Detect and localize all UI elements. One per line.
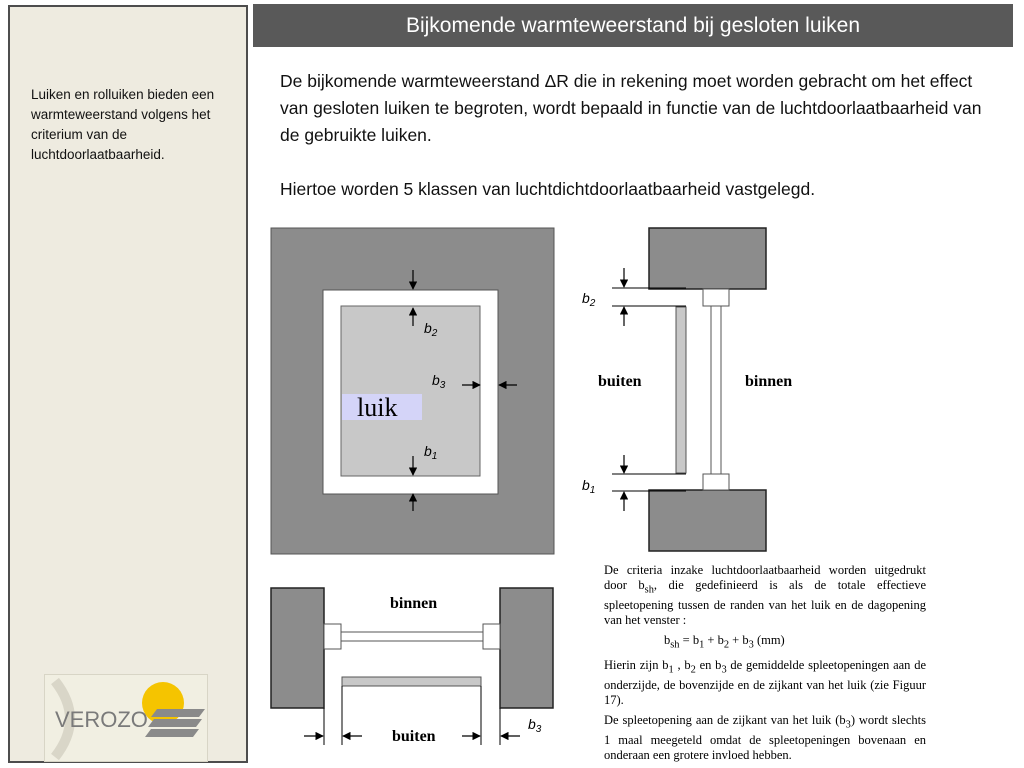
section-b1-label: $b_1$	[582, 477, 596, 496]
shutter-panel	[341, 306, 480, 476]
criteria-note	[604, 563, 926, 768]
sidebar-text: Luiken en rolluiken bieden een warmteweerstand volgens het criterium van de luchtdoorlaatbaarheid.	[31, 87, 215, 162]
section-inside-label: binnen	[745, 373, 793, 390]
plan-inside-label: binnen	[390, 595, 438, 612]
wall-left-plan	[271, 588, 324, 708]
plan-shutter	[342, 677, 481, 686]
section-b2-label: $b_2$	[582, 290, 596, 309]
note-paragraph-3: De spleetopening aan de zijkant van het luik $(b_3)$ wordt slechts 1 maal meegeteld omdat de spleetopeningen bovenaan en onderaan een grotere invloed hebben.	[604, 713, 926, 763]
b2-label: $b_2$	[424, 320, 438, 339]
shutter-section	[676, 307, 686, 473]
plan-frame-right	[483, 624, 500, 649]
plan-outside-label: buiten	[392, 728, 436, 745]
plan-b3-label: $b_3$	[528, 716, 542, 735]
note-paragraph-1: De criteria inzake luchtdoorlaatbaarheid worden uitgedrukt door $b_{sh}$, die gedefinieerd is als de totale effectieve spleetopening tussen de randen van het luik en de dagopening van het venster :	[604, 563, 926, 628]
bsh-formula: $b_{sh} = b_1 + b_2 + b_3$ (mm)	[664, 633, 785, 651]
wall-top-section	[649, 228, 766, 289]
b3-label: $b_3$	[432, 372, 446, 391]
note-paragraph-2: Hierin zijn $b_1$ , $b_2$ en $b_3$ de gemiddelde spleetopeningen aan de onderzijde, de bovenzijde en de zijkant van het luik (zie Figuur 17).	[604, 658, 926, 707]
page-title: Bijkomende warmteweerstand bij gesloten luiken	[253, 4, 1013, 47]
b1-label: $b_1$	[424, 443, 438, 462]
logo-text: VEROZO	[55, 707, 148, 732]
classes-paragraph: Hiertoe worden 5 klassen van luchtdichtdoorlaatbaarheid vastgelegd.	[280, 179, 816, 199]
wall-bottom-section	[649, 490, 766, 551]
plan-frame-left	[324, 624, 341, 649]
front-view	[271, 228, 554, 554]
intro-paragraph: De bijkomende warmteweerstand ΔR die in rekening moet worden gebracht om het effect van gesloten luiken te begroten, wordt bepaald in functie van de luchtdoorlaatbaarheid van de gebruikte luiken.	[280, 71, 982, 145]
wall-right-plan	[500, 588, 553, 708]
frame-bottom	[703, 474, 729, 490]
section-view	[582, 228, 792, 551]
section-outside-label: buiten	[598, 373, 642, 390]
luik-label: luik	[357, 393, 398, 422]
frame-top	[703, 289, 729, 306]
plan-view	[271, 588, 553, 745]
